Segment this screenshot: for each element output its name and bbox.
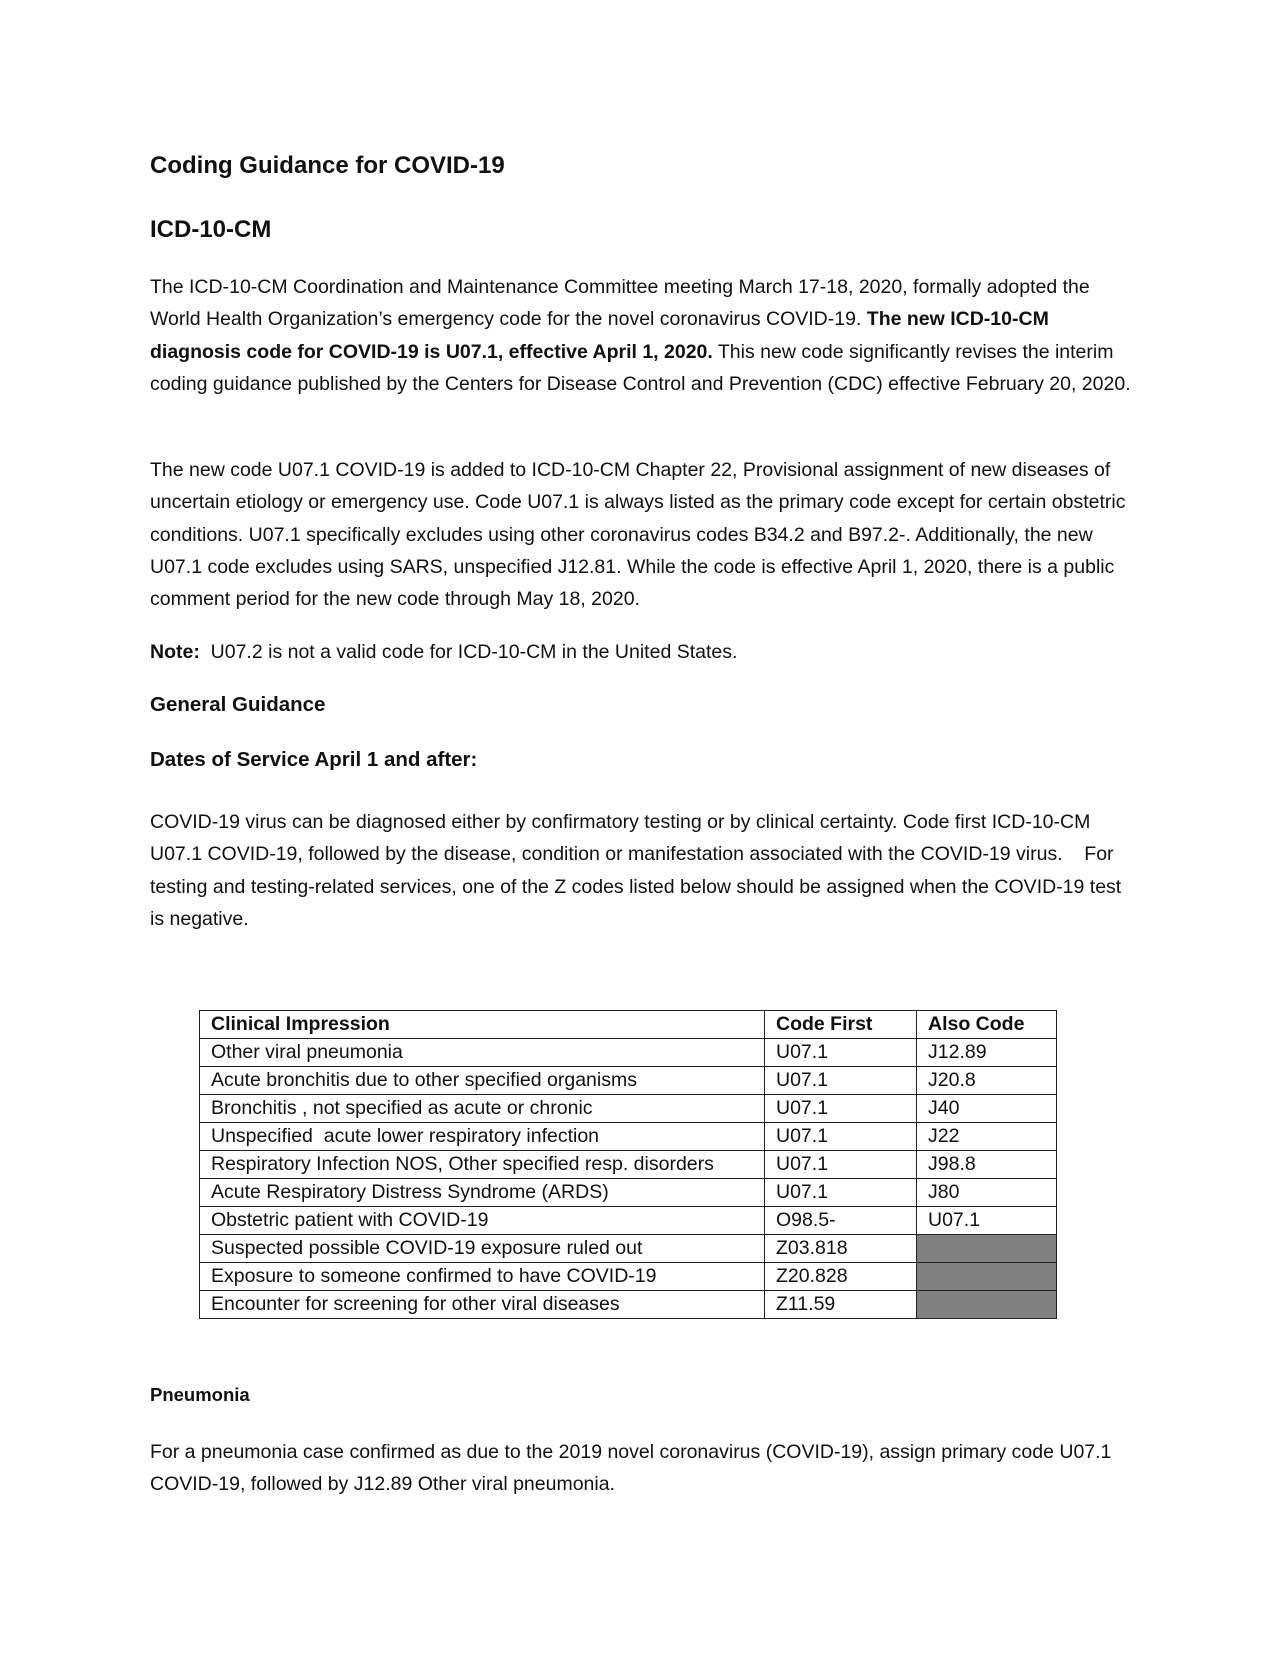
- table-row: [200, 1095, 1057, 1123]
- cell-code-first: Z20.828: [765, 1263, 917, 1291]
- cell-also-code: J98.8: [917, 1151, 1057, 1179]
- cell-impression: Acute Respiratory Distress Syndrome (ARDS): [200, 1179, 765, 1207]
- pneumonia-paragraph: For a pneumonia case confirmed as due to the 2019 novel coronavirus (COVID-19), assign primary code U07.1 COVID-19, followed by J12.89 Other viral pneumonia.: [150, 1441, 1112, 1496]
- header-also-code: Also Code: [917, 1011, 1057, 1039]
- table-row: [200, 1067, 1057, 1095]
- cell-impression: Acute bronchitis due to other specified organisms: [200, 1067, 765, 1095]
- cell-also-code: U07.1: [917, 1207, 1057, 1235]
- header-clinical-impression: Clinical Impression: [200, 1011, 765, 1039]
- cell-code-first: U07.1: [765, 1095, 917, 1123]
- cell-impression: Bronchitis , not specified as acute or chronic: [200, 1095, 765, 1123]
- note-text: U07.2 is not a valid code for ICD-10-CM in the United States.: [199, 641, 738, 663]
- cell-also-code: J80: [917, 1179, 1057, 1207]
- pneumonia-heading: Pneumonia: [150, 1384, 250, 1405]
- intro-text-1: The ICD-10-CM Coordination and Maintenance Committee meeting March 17-18, 2020, formally adopted the World Health Organization’s emergency code for the novel coronavirus COVID-19.: [150, 276, 1090, 331]
- cell-impression: Unspecified acute lower respiratory infection: [200, 1123, 765, 1151]
- note-paragraph: [150, 636, 1140, 668]
- intro-text-2: This new code significantly revises the interim coding guidance published by the Centers for Disease Control and Prevention (CDC) effective February 20, 2020.: [150, 340, 1131, 395]
- cell-impression: Respiratory Infection NOS, Other specified resp. disorders: [200, 1151, 765, 1179]
- cell-also-code: J20.8: [917, 1067, 1057, 1095]
- cell-code-first: O98.5-: [765, 1207, 917, 1235]
- table-row: [200, 1291, 1057, 1319]
- general-guidance-heading: General Guidance: [150, 693, 326, 716]
- cell-also-code: J40: [917, 1095, 1057, 1123]
- chapter-paragraph: The new code U07.1 COVID-19 is added to ICD-10-CM Chapter 22, Provisional assignment of new diseases of uncertain etiology or emergency use. Code U07.1 is always listed as the primary code except for certain obstetric conditions. U07.1 specifically excludes using other coronavirus codes B34.2 and B97.2-. Additionally, the new U07.1 code excludes using SARS, unspecified J12.81. While the code is effective April 1, 2020, there is a public comment period for the new code through May 18, 2020.: [150, 459, 1126, 611]
- coding-table: [199, 1010, 1057, 1319]
- page-title: Coding Guidance for COVID-19: [150, 152, 505, 179]
- cell-code-first: U07.1: [765, 1123, 917, 1151]
- cell-impression: Encounter for screening for other viral diseases: [200, 1291, 765, 1319]
- table-row: [200, 1179, 1057, 1207]
- table-row: [200, 1039, 1057, 1067]
- table-row: [200, 1263, 1057, 1291]
- cell-also-code: J22: [917, 1123, 1057, 1151]
- cell-impression: Exposure to someone confirmed to have COVID-19: [200, 1263, 765, 1291]
- intro-bold-text: The new ICD-10-CM diagnosis code for COVID-19 is U07.1, effective April 1, 2020.: [150, 308, 1049, 363]
- table-row: [200, 1235, 1057, 1263]
- cell-code-first: Z11.59: [765, 1291, 917, 1319]
- cell-impression: Suspected possible COVID-19 exposure ruled out: [200, 1235, 765, 1263]
- table-header-row: [200, 1011, 1057, 1039]
- table-row: [200, 1207, 1057, 1235]
- cell-also-code-empty: [917, 1291, 1057, 1319]
- cell-impression: Other viral pneumonia: [200, 1039, 765, 1067]
- cell-code-first: U07.1: [765, 1179, 917, 1207]
- table-row: [200, 1123, 1057, 1151]
- cell-also-code: J12.89: [917, 1039, 1057, 1067]
- cell-impression: Obstetric patient with COVID-19: [200, 1207, 765, 1235]
- cell-code-first: U07.1: [765, 1039, 917, 1067]
- section-title-icd10cm: ICD-10-CM: [150, 216, 272, 243]
- cell-code-first: Z03.818: [765, 1235, 917, 1263]
- dates-paragraph: COVID-19 virus can be diagnosed either by confirmatory testing or by clinical certainty. Code first ICD-10-CM U07.1 COVID-19, followed by the disease, condition or manifestation associated with the COVID-19 virus. For testing and testing-related services, one of the Z codes listed below should be assigned when the COVID-19 test is negative.: [150, 811, 1127, 930]
- intro-paragraph: [150, 271, 1140, 400]
- table-row: [200, 1151, 1057, 1179]
- cell-code-first: U07.1: [765, 1067, 917, 1095]
- header-code-first: Code First: [765, 1011, 917, 1039]
- cell-code-first: U07.1: [765, 1151, 917, 1179]
- cell-also-code-empty: [917, 1263, 1057, 1291]
- cell-also-code-empty: [917, 1235, 1057, 1263]
- note-label: Note:: [150, 641, 200, 663]
- dates-of-service-heading: Dates of Service April 1 and after:: [150, 748, 478, 771]
